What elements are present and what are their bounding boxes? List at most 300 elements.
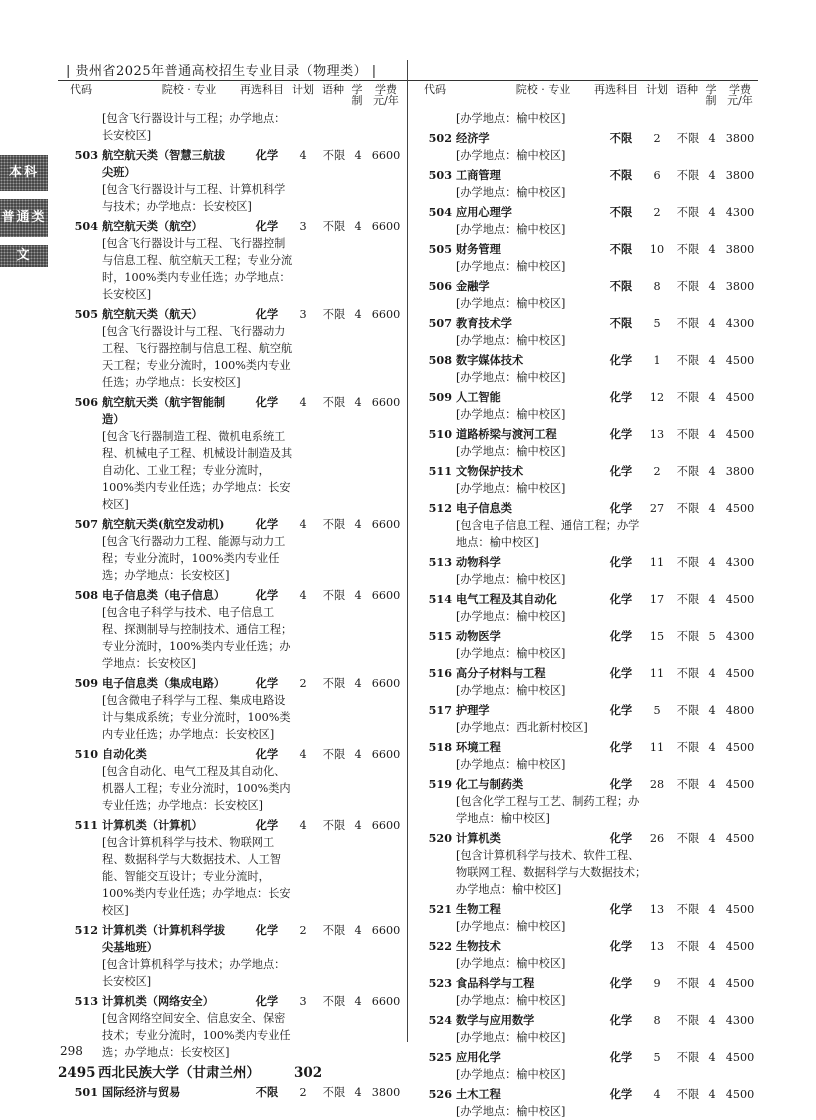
program-req: 化学 <box>609 555 633 569</box>
program-plan: 3 <box>299 220 307 233</box>
program-lang: 不限 <box>676 630 700 643</box>
program-fee: 4500 <box>725 1088 755 1101</box>
program-years: 4 <box>708 778 716 791</box>
side-tab-general <box>0 199 48 237</box>
program-fee: 4500 <box>725 832 755 845</box>
program-plan: 2 <box>653 206 661 219</box>
program-plan: 2 <box>653 132 661 145</box>
program-entry <box>418 463 760 497</box>
program-row <box>418 938 760 955</box>
program-name: 高分子材料与工程 <box>456 666 546 680</box>
continued-note: [包含飞行器设计与工程；办学地点：长安校区] <box>102 112 286 142</box>
program-entry <box>418 665 760 699</box>
program-plan: 4 <box>299 589 307 602</box>
program-entry <box>418 241 760 275</box>
program-name: 应用化学 <box>456 1050 501 1064</box>
program-fee: 4500 <box>725 778 755 791</box>
program-name: 航空航天类（航宇智能制 <box>102 395 226 409</box>
program-lang: 不限 <box>322 149 346 162</box>
program-req: 化学 <box>609 353 633 367</box>
col-fee-header-2: 元/年 <box>373 94 399 107</box>
program-plan: 5 <box>653 704 661 717</box>
program-years: 4 <box>354 924 362 937</box>
program-plan: 2 <box>299 1086 307 1099</box>
program-fee: 3800 <box>725 243 755 256</box>
program-note: [包含微电子科学与工程、集成电路设计与集成系统；专业分流时，100%类内专业任选；办学地点：长安校区] <box>102 694 291 741</box>
program-req: 化学 <box>609 1087 633 1101</box>
school-plan: 302 <box>294 1065 323 1081</box>
program-req: 不限 <box>609 131 633 145</box>
program-entry <box>418 278 760 312</box>
program-entry <box>418 830 760 898</box>
program-plan: 2 <box>299 924 307 937</box>
program-req: 化学 <box>609 777 633 791</box>
program-code: 508 <box>428 353 452 367</box>
program-name: 航空航天类(航空发动机) <box>102 517 225 531</box>
program-lang: 不限 <box>676 1051 700 1064</box>
program-row <box>418 389 760 406</box>
program-entry <box>418 500 760 551</box>
program-plan: 4 <box>299 396 307 409</box>
program-plan: 4 <box>653 1088 661 1101</box>
program-req: 化学 <box>255 307 279 321</box>
program-years: 4 <box>354 220 362 233</box>
program-row <box>64 306 406 323</box>
program-name: 文物保护技术 <box>456 464 524 478</box>
program-row <box>418 554 760 571</box>
left-entries <box>64 147 406 1061</box>
program-lang: 不限 <box>676 832 700 845</box>
program-row <box>418 702 760 719</box>
side-tab-label: 文 <box>16 248 32 263</box>
program-note: [办学地点：榆中校区] <box>456 610 566 623</box>
program-note: [办学地点：榆中校区] <box>456 1031 566 1044</box>
program-row <box>418 204 760 221</box>
program-row <box>418 628 760 645</box>
program-lang: 不限 <box>676 391 700 404</box>
program-years: 4 <box>708 354 716 367</box>
program-lang: 不限 <box>322 1086 346 1099</box>
program-row <box>418 352 760 369</box>
program-name: 食品科学与工程 <box>456 976 535 990</box>
program-row <box>64 1084 406 1101</box>
program-years: 4 <box>708 502 716 515</box>
program-fee: 4500 <box>725 502 755 515</box>
program-name: 生物技术 <box>456 939 501 953</box>
program-code: 512 <box>74 923 98 937</box>
program-years: 4 <box>708 903 716 916</box>
program-plan: 3 <box>299 995 307 1008</box>
program-code: 513 <box>74 994 98 1008</box>
right-entries <box>418 130 760 1120</box>
program-name-cont: 尖基地班） <box>102 940 158 954</box>
program-code: 504 <box>428 205 452 219</box>
program-row <box>64 394 406 411</box>
program-req: 不限 <box>609 168 633 182</box>
program-row <box>418 1012 760 1029</box>
program-entry <box>418 389 760 423</box>
program-entry <box>418 739 760 773</box>
program-note: [包含化学工程与工艺、制药工程；办学地点：榆中校区] <box>456 795 640 825</box>
program-years: 4 <box>708 1088 716 1101</box>
program-entry <box>418 702 760 736</box>
col-years-header-1: 学 <box>351 83 363 96</box>
program-lang: 不限 <box>676 778 700 791</box>
program-row <box>418 278 760 295</box>
program-years: 4 <box>708 206 716 219</box>
program-note: [包含飞行器制造工程、微机电系统工程、机械电子工程、机械设计制造及其自动化、工业工程；专业分流时，100%类内专业任选；办学地点：长安校区] <box>102 430 293 511</box>
col-school-header: 院校 · 专业 <box>161 83 217 96</box>
program-req: 不限 <box>609 316 633 330</box>
program-row <box>418 500 760 517</box>
program-fee: 6600 <box>371 396 401 409</box>
program-years: 4 <box>708 977 716 990</box>
program-req: 化学 <box>609 939 633 953</box>
program-note: [包含飞行器动力工程、能源与动力工程；专业分流时，100%类内专业任选；办学地点：长安校区] <box>102 535 286 582</box>
side-tab-wen <box>0 245 48 267</box>
program-name: 动物科学 <box>456 555 501 569</box>
program-years: 4 <box>708 593 716 606</box>
program-lang: 不限 <box>676 667 700 680</box>
program-plan: 27 <box>649 502 665 515</box>
program-row <box>418 315 760 332</box>
program-code: 507 <box>428 316 452 330</box>
program-entry <box>64 817 406 919</box>
program-entry <box>418 426 760 460</box>
program-fee: 6600 <box>371 589 401 602</box>
program-plan: 4 <box>299 518 307 531</box>
program-entry <box>418 975 760 1009</box>
program-years: 4 <box>708 667 716 680</box>
program-lang: 不限 <box>322 748 346 761</box>
program-lang: 不限 <box>676 1088 700 1101</box>
program-note: [办学地点：榆中校区] <box>456 758 566 771</box>
program-req: 化学 <box>255 395 279 409</box>
program-lang: 不限 <box>676 593 700 606</box>
program-name: 航空航天类（航天） <box>102 307 203 321</box>
col-lang-header: 语种 <box>322 83 344 96</box>
program-row <box>418 975 760 992</box>
program-req: 化学 <box>609 666 633 680</box>
program-plan: 13 <box>649 428 665 441</box>
program-entry <box>418 130 760 164</box>
program-fee: 4500 <box>725 593 755 606</box>
program-row <box>418 591 760 608</box>
program-row <box>418 901 760 918</box>
program-row <box>418 241 760 258</box>
program-name: 航空航天类（航空） <box>102 219 203 233</box>
program-req: 化学 <box>609 464 633 478</box>
program-years: 4 <box>708 132 716 145</box>
program-code: 516 <box>428 666 452 680</box>
program-plan: 4 <box>299 149 307 162</box>
program-years: 5 <box>708 630 716 643</box>
program-code: 526 <box>428 1087 452 1101</box>
program-entry <box>418 591 760 625</box>
program-name: 数学与应用数学 <box>456 1013 535 1027</box>
program-code: 519 <box>428 777 452 791</box>
program-fee: 4300 <box>725 317 755 330</box>
program-code: 503 <box>74 148 98 162</box>
side-tab-label: 本科 <box>8 165 39 180</box>
program-req: 不限 <box>255 1085 279 1099</box>
program-row <box>64 675 406 692</box>
program-note: [办学地点：榆中校区] <box>456 445 566 458</box>
program-plan: 13 <box>649 903 665 916</box>
program-entry <box>64 306 406 391</box>
program-code: 513 <box>428 555 452 569</box>
program-name: 数字媒体技术 <box>456 353 524 367</box>
program-fee: 4500 <box>725 354 755 367</box>
program-plan: 11 <box>649 556 665 569</box>
program-code: 511 <box>428 464 452 478</box>
program-lang: 不限 <box>322 308 346 321</box>
page-number: 298 <box>60 1044 83 1058</box>
program-fee: 6600 <box>371 677 401 690</box>
program-name: 电子信息类（集成电路） <box>102 676 226 690</box>
program-req: 化学 <box>255 676 279 690</box>
program-req: 化学 <box>255 219 279 233</box>
program-row <box>64 993 406 1010</box>
program-years: 4 <box>354 819 362 832</box>
program-code: 506 <box>74 395 98 409</box>
program-entry <box>418 1012 760 1046</box>
school-name: 西北民族大学（甘肃兰州） <box>98 1065 260 1081</box>
program-code: 505 <box>74 307 98 321</box>
program-fee: 4500 <box>725 940 755 953</box>
program-entry <box>418 938 760 972</box>
program-plan: 5 <box>653 317 661 330</box>
program-name: 计算机类（计算机科学拔 <box>102 923 226 937</box>
program-years: 4 <box>354 396 362 409</box>
program-fee: 4500 <box>725 1051 755 1064</box>
program-code: 510 <box>74 747 98 761</box>
program-row <box>418 130 760 147</box>
program-note: [办学地点：榆中校区] <box>456 647 566 660</box>
program-lang: 不限 <box>322 819 346 832</box>
col-school-header: 院校 · 专业 <box>515 83 571 96</box>
program-years: 4 <box>708 317 716 330</box>
program-code: 512 <box>428 501 452 515</box>
program-req: 化学 <box>255 994 279 1008</box>
col-plan-header: 计划 <box>646 83 668 96</box>
page-header: | 贵州省2025年普通高校招生专业目录（物理类） | <box>66 64 377 79</box>
program-fee: 4500 <box>725 903 755 916</box>
program-plan: 10 <box>649 243 665 256</box>
col-req-header: 再选科目 <box>594 83 638 96</box>
program-fee: 4300 <box>725 206 755 219</box>
program-name: 电气工程及其自动化 <box>456 592 557 606</box>
program-years: 4 <box>708 391 716 404</box>
program-code: 517 <box>428 703 452 717</box>
program-plan: 15 <box>649 630 665 643</box>
program-name: 国际经济与贸易 <box>102 1085 181 1099</box>
col-fee-header-1: 学费 <box>729 83 751 96</box>
program-fee: 6600 <box>371 819 401 832</box>
program-years: 4 <box>354 995 362 1008</box>
program-name: 人工智能 <box>456 390 501 404</box>
program-note: [办学地点：榆中校区] <box>456 482 566 495</box>
program-code: 522 <box>428 939 452 953</box>
program-plan: 2 <box>299 677 307 690</box>
program-note: [办学地点：榆中校区] <box>456 334 566 347</box>
program-req: 化学 <box>609 427 633 441</box>
program-lang: 不限 <box>676 465 700 478</box>
program-plan: 4 <box>299 819 307 832</box>
program-code: 525 <box>428 1050 452 1064</box>
program-lang: 不限 <box>676 741 700 754</box>
program-code: 514 <box>428 592 452 606</box>
program-entry <box>64 993 406 1061</box>
program-note: [包含自动化、电气工程及其自动化、机器人工程；专业分流时，100%类内专业任选；办学地点：长安校区] <box>102 765 291 812</box>
program-name-cont: 造） <box>102 412 125 426</box>
program-fee: 4300 <box>725 1014 755 1027</box>
program-years: 4 <box>708 169 716 182</box>
program-name: 护理学 <box>456 703 490 717</box>
program-entry <box>64 218 406 303</box>
program-fee: 6600 <box>371 220 401 233</box>
program-code: 524 <box>428 1013 452 1027</box>
program-note: [办学地点：榆中校区] <box>456 957 566 970</box>
program-fee: 6600 <box>371 518 401 531</box>
program-entry <box>64 394 406 513</box>
program-name: 动物医学 <box>456 629 501 643</box>
program-entry <box>418 167 760 201</box>
program-note: [办学地点：榆中校区] <box>456 994 566 1007</box>
program-entry <box>64 675 406 743</box>
program-lang: 不限 <box>676 317 700 330</box>
program-years: 4 <box>708 1051 716 1064</box>
program-years: 4 <box>708 556 716 569</box>
program-lang: 不限 <box>676 243 700 256</box>
col-plan-header: 计划 <box>292 83 314 96</box>
program-code: 515 <box>428 629 452 643</box>
program-code: 521 <box>428 902 452 916</box>
program-lang: 不限 <box>676 169 700 182</box>
column-divider <box>407 60 408 1042</box>
program-row <box>64 817 406 834</box>
program-plan: 13 <box>649 940 665 953</box>
program-years: 4 <box>708 243 716 256</box>
program-lang: 不限 <box>676 940 700 953</box>
program-note: [办学地点：榆中校区] <box>456 186 566 199</box>
program-lang: 不限 <box>322 677 346 690</box>
program-fee: 4500 <box>725 741 755 754</box>
program-req: 化学 <box>609 976 633 990</box>
program-note: [包含计算机科学与技术、物联网工程、数据科学与大数据技术、人工智能、智能交互设计；专业分流时，100%类内专业任选；办学地点：长安校区] <box>102 836 291 917</box>
program-plan: 26 <box>649 832 665 845</box>
program-note: [办学地点：榆中校区] <box>456 371 566 384</box>
program-fee: 6600 <box>371 924 401 937</box>
side-tabs <box>0 155 48 275</box>
program-req: 化学 <box>609 629 633 643</box>
program-note: [办学地点：榆中校区] <box>456 297 566 310</box>
program-plan: 9 <box>653 977 661 990</box>
program-code: 504 <box>74 219 98 233</box>
program-fee: 6600 <box>371 995 401 1008</box>
program-row <box>64 218 406 235</box>
program-row <box>64 922 406 939</box>
program-entry <box>418 352 760 386</box>
program-lang: 不限 <box>676 206 700 219</box>
program-note: [办学地点：榆中校区] <box>456 684 566 697</box>
program-lang: 不限 <box>322 220 346 233</box>
program-entry <box>64 746 406 814</box>
program-note: [包含飞行器设计与工程、飞行器动力工程、飞行器控制与信息工程、航空航天工程；专业分流时，100%类内专业任选；办学地点：长安校区] <box>102 325 293 389</box>
program-note: [办学地点：榆中校区] <box>456 1105 566 1118</box>
program-plan: 1 <box>653 354 661 367</box>
program-years: 4 <box>354 748 362 761</box>
program-fee: 6600 <box>371 149 401 162</box>
program-name: 环境工程 <box>456 740 501 754</box>
program-row <box>64 746 406 763</box>
program-req: 化学 <box>609 740 633 754</box>
program-plan: 5 <box>653 1051 661 1064</box>
program-entry <box>64 1084 406 1101</box>
program-note: [包含计算机科学与技术；办学地点：长安校区] <box>102 958 286 988</box>
program-lang: 不限 <box>676 280 700 293</box>
program-name: 应用心理学 <box>456 205 512 219</box>
program-note: [办学地点：榆中校区] <box>456 1068 566 1081</box>
program-code: 502 <box>428 131 452 145</box>
program-req: 化学 <box>609 501 633 515</box>
program-req: 化学 <box>609 1013 633 1027</box>
program-row <box>418 739 760 756</box>
program-plan: 11 <box>649 741 665 754</box>
program-years: 4 <box>708 741 716 754</box>
program-req: 化学 <box>255 517 279 531</box>
program-lang: 不限 <box>676 903 700 916</box>
continued-note: [办学地点：榆中校区] <box>456 112 566 125</box>
program-code: 511 <box>74 818 98 832</box>
program-req: 化学 <box>609 592 633 606</box>
program-entry <box>418 628 760 662</box>
program-row <box>418 426 760 443</box>
program-name: 金融学 <box>456 279 490 293</box>
program-fee: 3800 <box>371 1086 401 1099</box>
program-fee: 4500 <box>725 428 755 441</box>
program-name: 自动化类 <box>102 747 147 761</box>
program-note: [办学地点：榆中校区] <box>456 408 566 421</box>
program-plan: 17 <box>649 593 665 606</box>
program-name: 航空航天类（智慧三航拔 <box>102 148 226 162</box>
program-req: 化学 <box>609 902 633 916</box>
program-code: 503 <box>428 168 452 182</box>
program-note: [包含飞行器设计与工程、计算机科学与技术；办学地点：长安校区] <box>102 183 286 213</box>
program-req: 化学 <box>255 923 279 937</box>
program-lang: 不限 <box>676 556 700 569</box>
program-row <box>418 665 760 682</box>
col-years-header-1: 学 <box>705 83 717 96</box>
program-plan: 8 <box>653 1014 661 1027</box>
left-column <box>58 110 406 1101</box>
program-row <box>418 463 760 480</box>
program-years: 4 <box>354 677 362 690</box>
program-lang: 不限 <box>676 1014 700 1027</box>
program-row <box>418 830 760 847</box>
program-lang: 不限 <box>676 354 700 367</box>
program-entry <box>64 922 406 990</box>
program-note: [办学地点：榆中校区] <box>456 149 566 162</box>
program-row <box>418 1049 760 1066</box>
program-plan: 28 <box>649 778 665 791</box>
program-years: 4 <box>708 1014 716 1027</box>
col-code-header: 代码 <box>424 83 446 96</box>
program-note: [办学地点：榆中校区] <box>456 573 566 586</box>
program-fee: 3800 <box>725 280 755 293</box>
program-code: 505 <box>428 242 452 256</box>
program-fee: 4500 <box>725 977 755 990</box>
